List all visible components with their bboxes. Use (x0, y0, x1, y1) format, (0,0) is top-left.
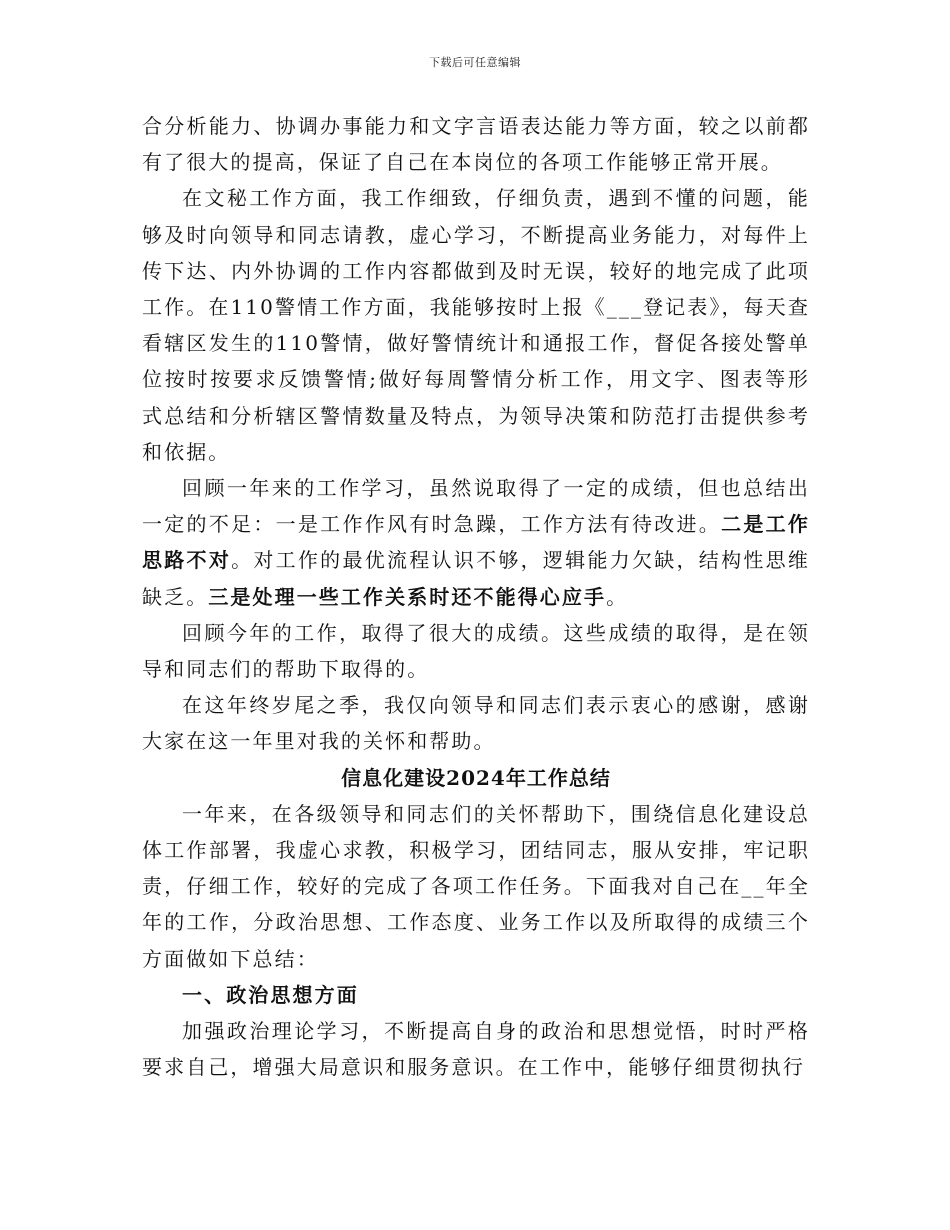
paragraph-thanks: 在这年终岁尾之季，我仅向领导和同志们表示衷心的感谢，感谢大家在这一年里对我的关怀和帮助。 (142, 693, 810, 754)
shortcomings-point-3: 三是处理一些工作关系时还不能得心应手 (208, 584, 607, 609)
section-heading-politics: 一、政治思想方面 (182, 982, 359, 1007)
paragraph-review: 回顾今年的工作，取得了很大的成绩。这些成绩的取得，是在领导和同志们的帮助下取得的。 (142, 620, 810, 682)
shortcomings-text-2: 。对工作的最优流程认识不够，逻辑能力欠缺，结构性思维缺乏。 (142, 548, 810, 609)
shortcomings-point-2: 二是工作思路不对 (142, 512, 810, 573)
paragraph-politics: 加强政治理论学习，不断提高自身的政治和思想觉悟，时时严格要求自己，增强大局意识和服务意识。在工作中，能够仔细贯彻执行 (142, 1019, 810, 1080)
paragraph-intro: 一年来，在各级领导和同志们的关怀帮助下，围绕信息化建设总体工作部署，我虚心求教，积极学习，团结同志，服从安排，牢记职责，仔细工作，较好的完成了各项工作任务。下面我对自己在__年全年的工作，分政治思想、工作态度、业务工作以及所取得的成绩三个方面做如下总结： (142, 801, 810, 971)
shortcomings-text-1: 回顾一年来的工作学习，虽然说取得了一定的成绩，但也总结出一定的不足：一是工作作风有时急躁，工作方法有待改进。 (142, 476, 810, 537)
document-title: 信息化建设2024年工作总结 (341, 765, 611, 790)
shortcomings-text-3: 。 (606, 584, 629, 609)
header-note: 下载后可任意编辑 (429, 56, 521, 69)
paragraph-continued: 合分析能力、协调办事能力和文字言语表达能力等方面，较之以前都有了很大的提高，保证了自己在本岗位的各项工作能够正常开展。 (142, 114, 810, 175)
paragraph-shortcomings (142, 470, 810, 615)
document-body (142, 108, 810, 1085)
paragraph-secretarial-work: 在文秘工作方面，我工作细致，仔细负责，遇到不懂的问题，能够及时向领导和同志请教，虚心学习，不断提高业务能力，对每件上传下达、内外协调的工作内容都做到及时无误，较好的地完成了此项工作。在110警情工作方面，我能够按时上报《___登记表》，每天查看辖区发生的110警情，做好警情统计和通报工作，督促各接处警单位按时按要求反馈警情;做好每周警情分析工作，用文字、图表等形式总结和分析辖区警情数量及特点，为领导决策和防范打击提供参考和依据。 (142, 186, 810, 464)
